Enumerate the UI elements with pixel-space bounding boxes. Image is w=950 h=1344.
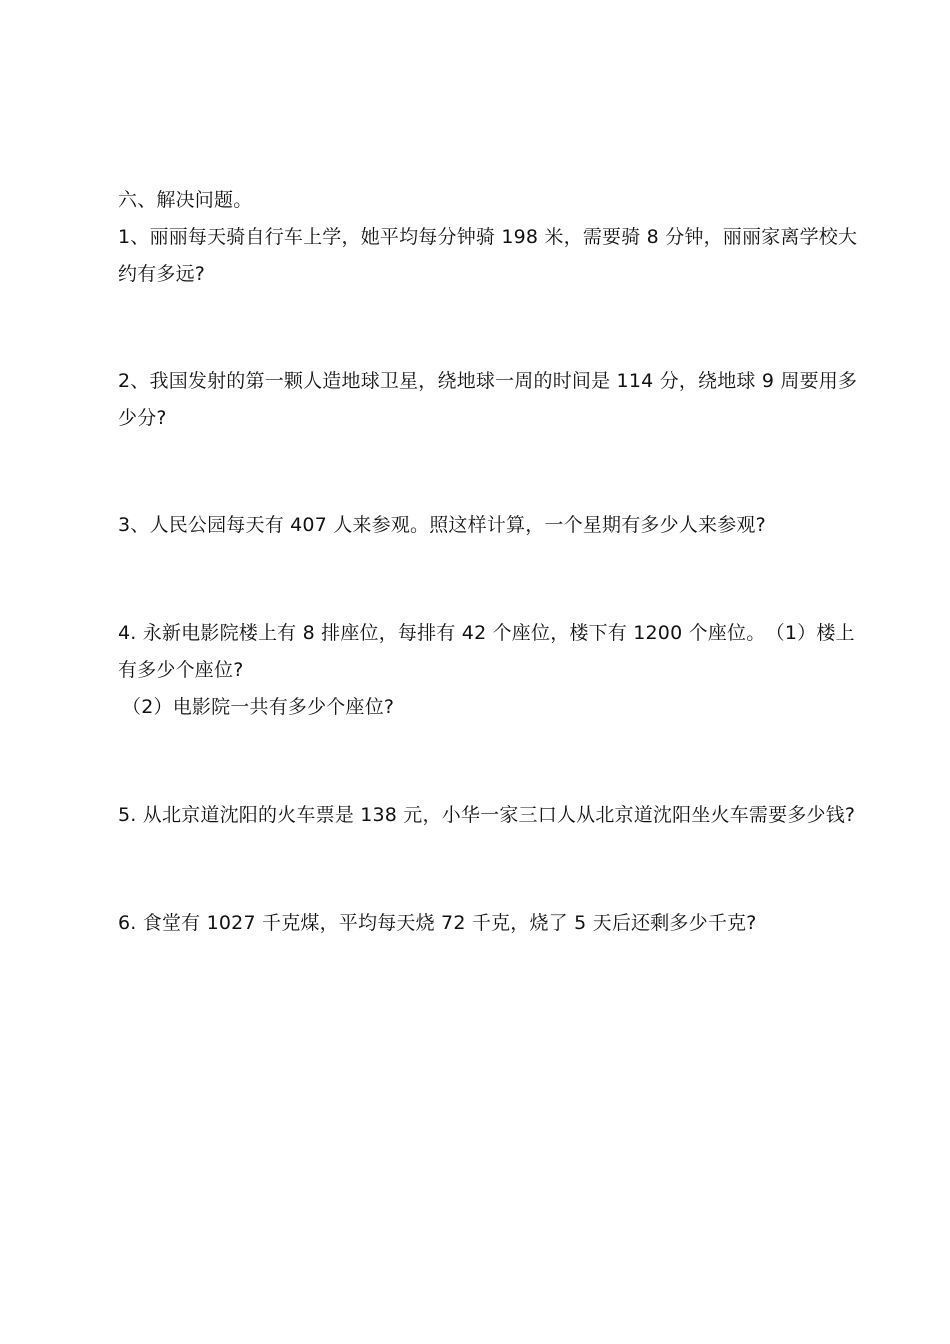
question-3-line-1: 3、人民公园每天有 407 人来参观。照这样计算，一个星期有多少人来参观?	[118, 514, 766, 536]
section-title: 六、解决问题。	[118, 189, 253, 211]
question-2-line-1: 2、我国发射的第一颗人造地球卫星，绕地球一周的时间是 114 分，绕地球 9 周要用多	[118, 370, 858, 392]
question-2-line-2: 少分?	[118, 407, 167, 429]
question-1-line-2: 约有多远?	[118, 263, 206, 285]
question-6-line-1: 6. 食堂有 1027 千克煤，平均每天烧 72 千克，烧了 5 天后还剩多少千克?	[118, 912, 757, 934]
question-4-line-2: 有多少个座位?	[118, 659, 244, 681]
question-4-line-1: 4. 永新电影院楼上有 8 排座位，每排有 42 个座位，楼下有 1200 个座位。 （1）楼上	[118, 622, 855, 644]
question-4-line-3: （2）电影院一共有多少个座位?	[122, 696, 395, 718]
question-1-line-1: 1、丽丽每天骑自行车上学，她平均每分钟骑 198 米，需要骑 8 分钟，丽丽家离学校大	[118, 226, 858, 248]
question-5-line-1: 5. 从北京道沈阳的火车票是 138 元，小华一家三口人从北京道沈阳坐火车需要多少钱?	[118, 804, 856, 826]
